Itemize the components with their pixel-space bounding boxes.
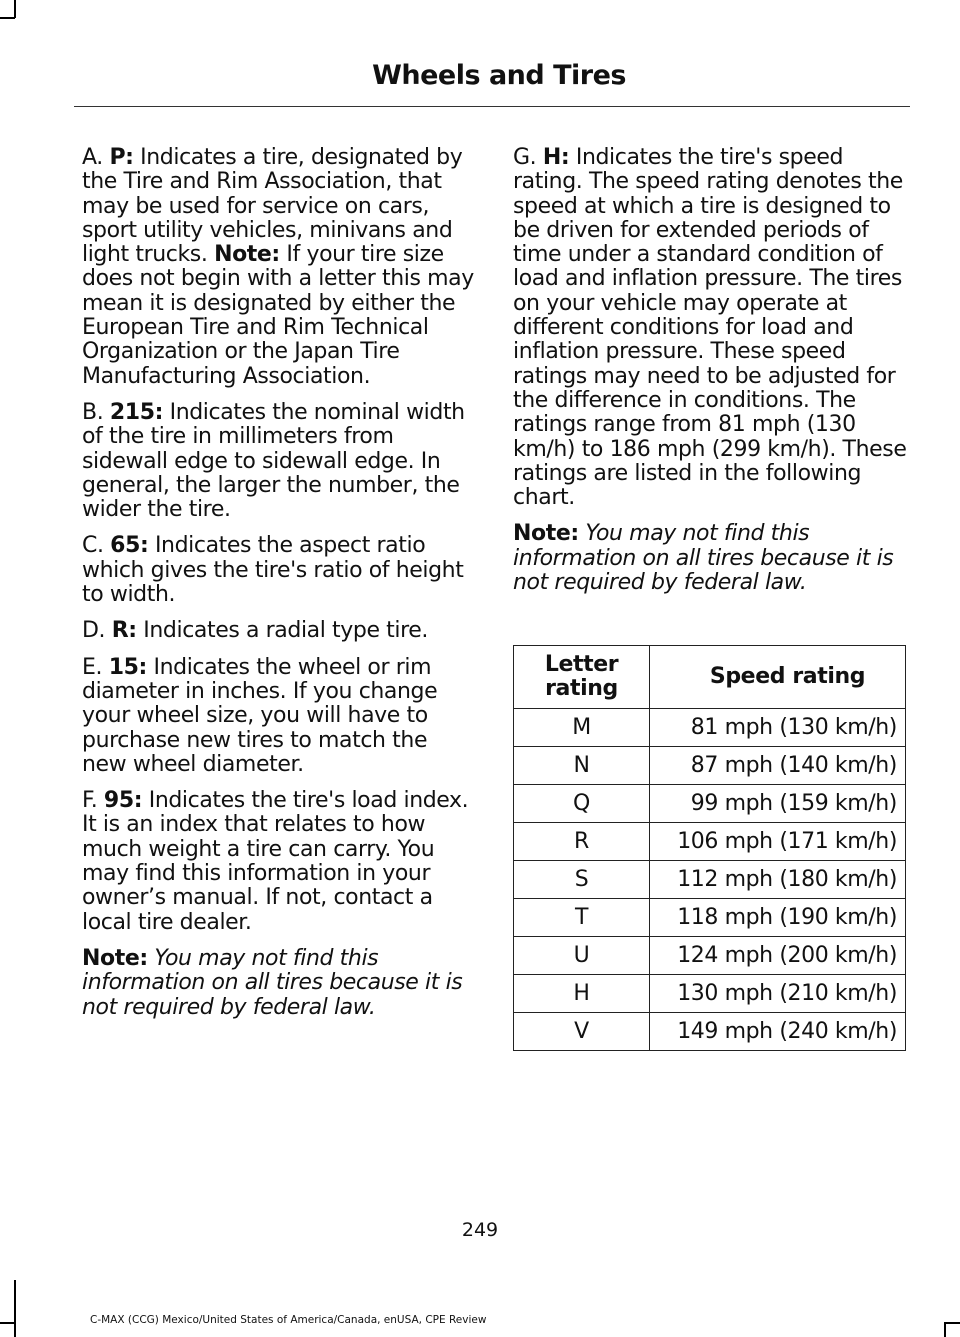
table-row <box>514 747 906 785</box>
right-note: Note: You may not find this information on all tires because it is not required by federal law. <box>513 521 894 596</box>
table-row <box>514 709 906 747</box>
letter-cell: H <box>514 975 650 1013</box>
table-row <box>514 937 906 975</box>
letter-cell: S <box>514 861 650 899</box>
letter-cell: T <box>514 899 650 937</box>
crop-mark-bottom-left-v <box>14 1280 16 1337</box>
crop-mark-bottom-left-h <box>0 1322 15 1324</box>
table-row <box>514 785 906 823</box>
speed-cell: 130 mph (210 km/h) <box>650 975 906 1013</box>
document-footer: C-MAX (CCG) Mexico/United States of America/Canada, enUSA, CPE Review <box>90 1314 487 1326</box>
speed-cell: 112 mph (180 km/h) <box>650 861 906 899</box>
header-divider <box>74 106 910 107</box>
speed-cell: 124 mph (200 km/h) <box>650 937 906 975</box>
item-c: C. 65: Indicates the aspect ratio which gives the tire's ratio of height to width. <box>82 533 464 608</box>
table-row <box>514 1013 906 1051</box>
table-row <box>514 975 906 1013</box>
letter-cell: U <box>514 937 650 975</box>
header-speed-rating: Speed rating <box>650 646 906 709</box>
speed-cell: 149 mph (240 km/h) <box>650 1013 906 1051</box>
letter-cell: M <box>514 709 650 747</box>
item-g: G. H: Indicates the tire's speed rating. The speed rating denotes the speed at which a tire is designed to be driven for extended periods of time under a standard condition of load and inflation pressure. The tires on your vehicle may operate at different conditions for load and inflation pressure. These speed ratings may need to be adjusted for the difference in conditions. The ratings range from 81 mph (130 km/h) to 186 mph (299 km/h). These ratings are listed in the following chart. <box>513 145 907 511</box>
letter-cell: V <box>514 1013 650 1051</box>
item-d: D. R: Indicates a radial type tire. <box>82 618 429 644</box>
left-note: Note: You may not find this information on all tires because it is not required by federal law. <box>82 945 463 1020</box>
page-number: 249 <box>461 1219 499 1241</box>
table-row <box>514 861 906 899</box>
crop-mark-bottom-right-h <box>944 1322 960 1324</box>
letter-cell: Q <box>514 785 650 823</box>
crop-mark-bottom-right-v <box>944 1322 946 1337</box>
header-letter-rating: Letter rating <box>514 646 650 709</box>
crop-mark-top-left-v <box>14 0 16 18</box>
page-section-title: Wheels and Tires <box>372 60 626 91</box>
crop-mark-top-left-h <box>0 17 15 19</box>
speed-cell: 87 mph (140 km/h) <box>650 747 906 785</box>
item-b: B. 215: Indicates the nominal width of the tire in millimeters from sidewall edge to sidewall edge. In general, the larger the number, the wider the tire. <box>82 399 465 523</box>
table-header-row <box>514 646 906 709</box>
speed-cell: 106 mph (171 km/h) <box>650 823 906 861</box>
speed-cell: 81 mph (130 km/h) <box>650 709 906 747</box>
table-row <box>514 823 906 861</box>
speed-cell: 118 mph (190 km/h) <box>650 899 906 937</box>
letter-cell: R <box>514 823 650 861</box>
speed-cell: 99 mph (159 km/h) <box>650 785 906 823</box>
left-column <box>82 146 477 1032</box>
item-f: F. 95: Indicates the tire's load index. It is an index that relates to how much weight a tire can carry. You may find this information in your owner’s manual. If not, contact a local tire dealer. <box>82 788 469 935</box>
right-column <box>513 146 908 607</box>
table-row <box>514 899 906 937</box>
item-e: E. 15: Indicates the wheel or rim diameter in inches. If you change your wheel size, you will have to purchase new tires to match the new wheel diameter. <box>82 654 438 777</box>
speed-rating-table <box>513 645 906 1051</box>
letter-cell: N <box>514 747 650 785</box>
item-a: A. P: Indicates a tire, designated by the Tire and Rim Association, that may be used for service on cars, sport utility vehicles, minivans and light trucks. Note: If your tire size does not begin with a letter this may mean it is designated by either the European Tire and Rim Technical Organization or the Japan Tire Manufacturing Association. <box>82 145 474 389</box>
